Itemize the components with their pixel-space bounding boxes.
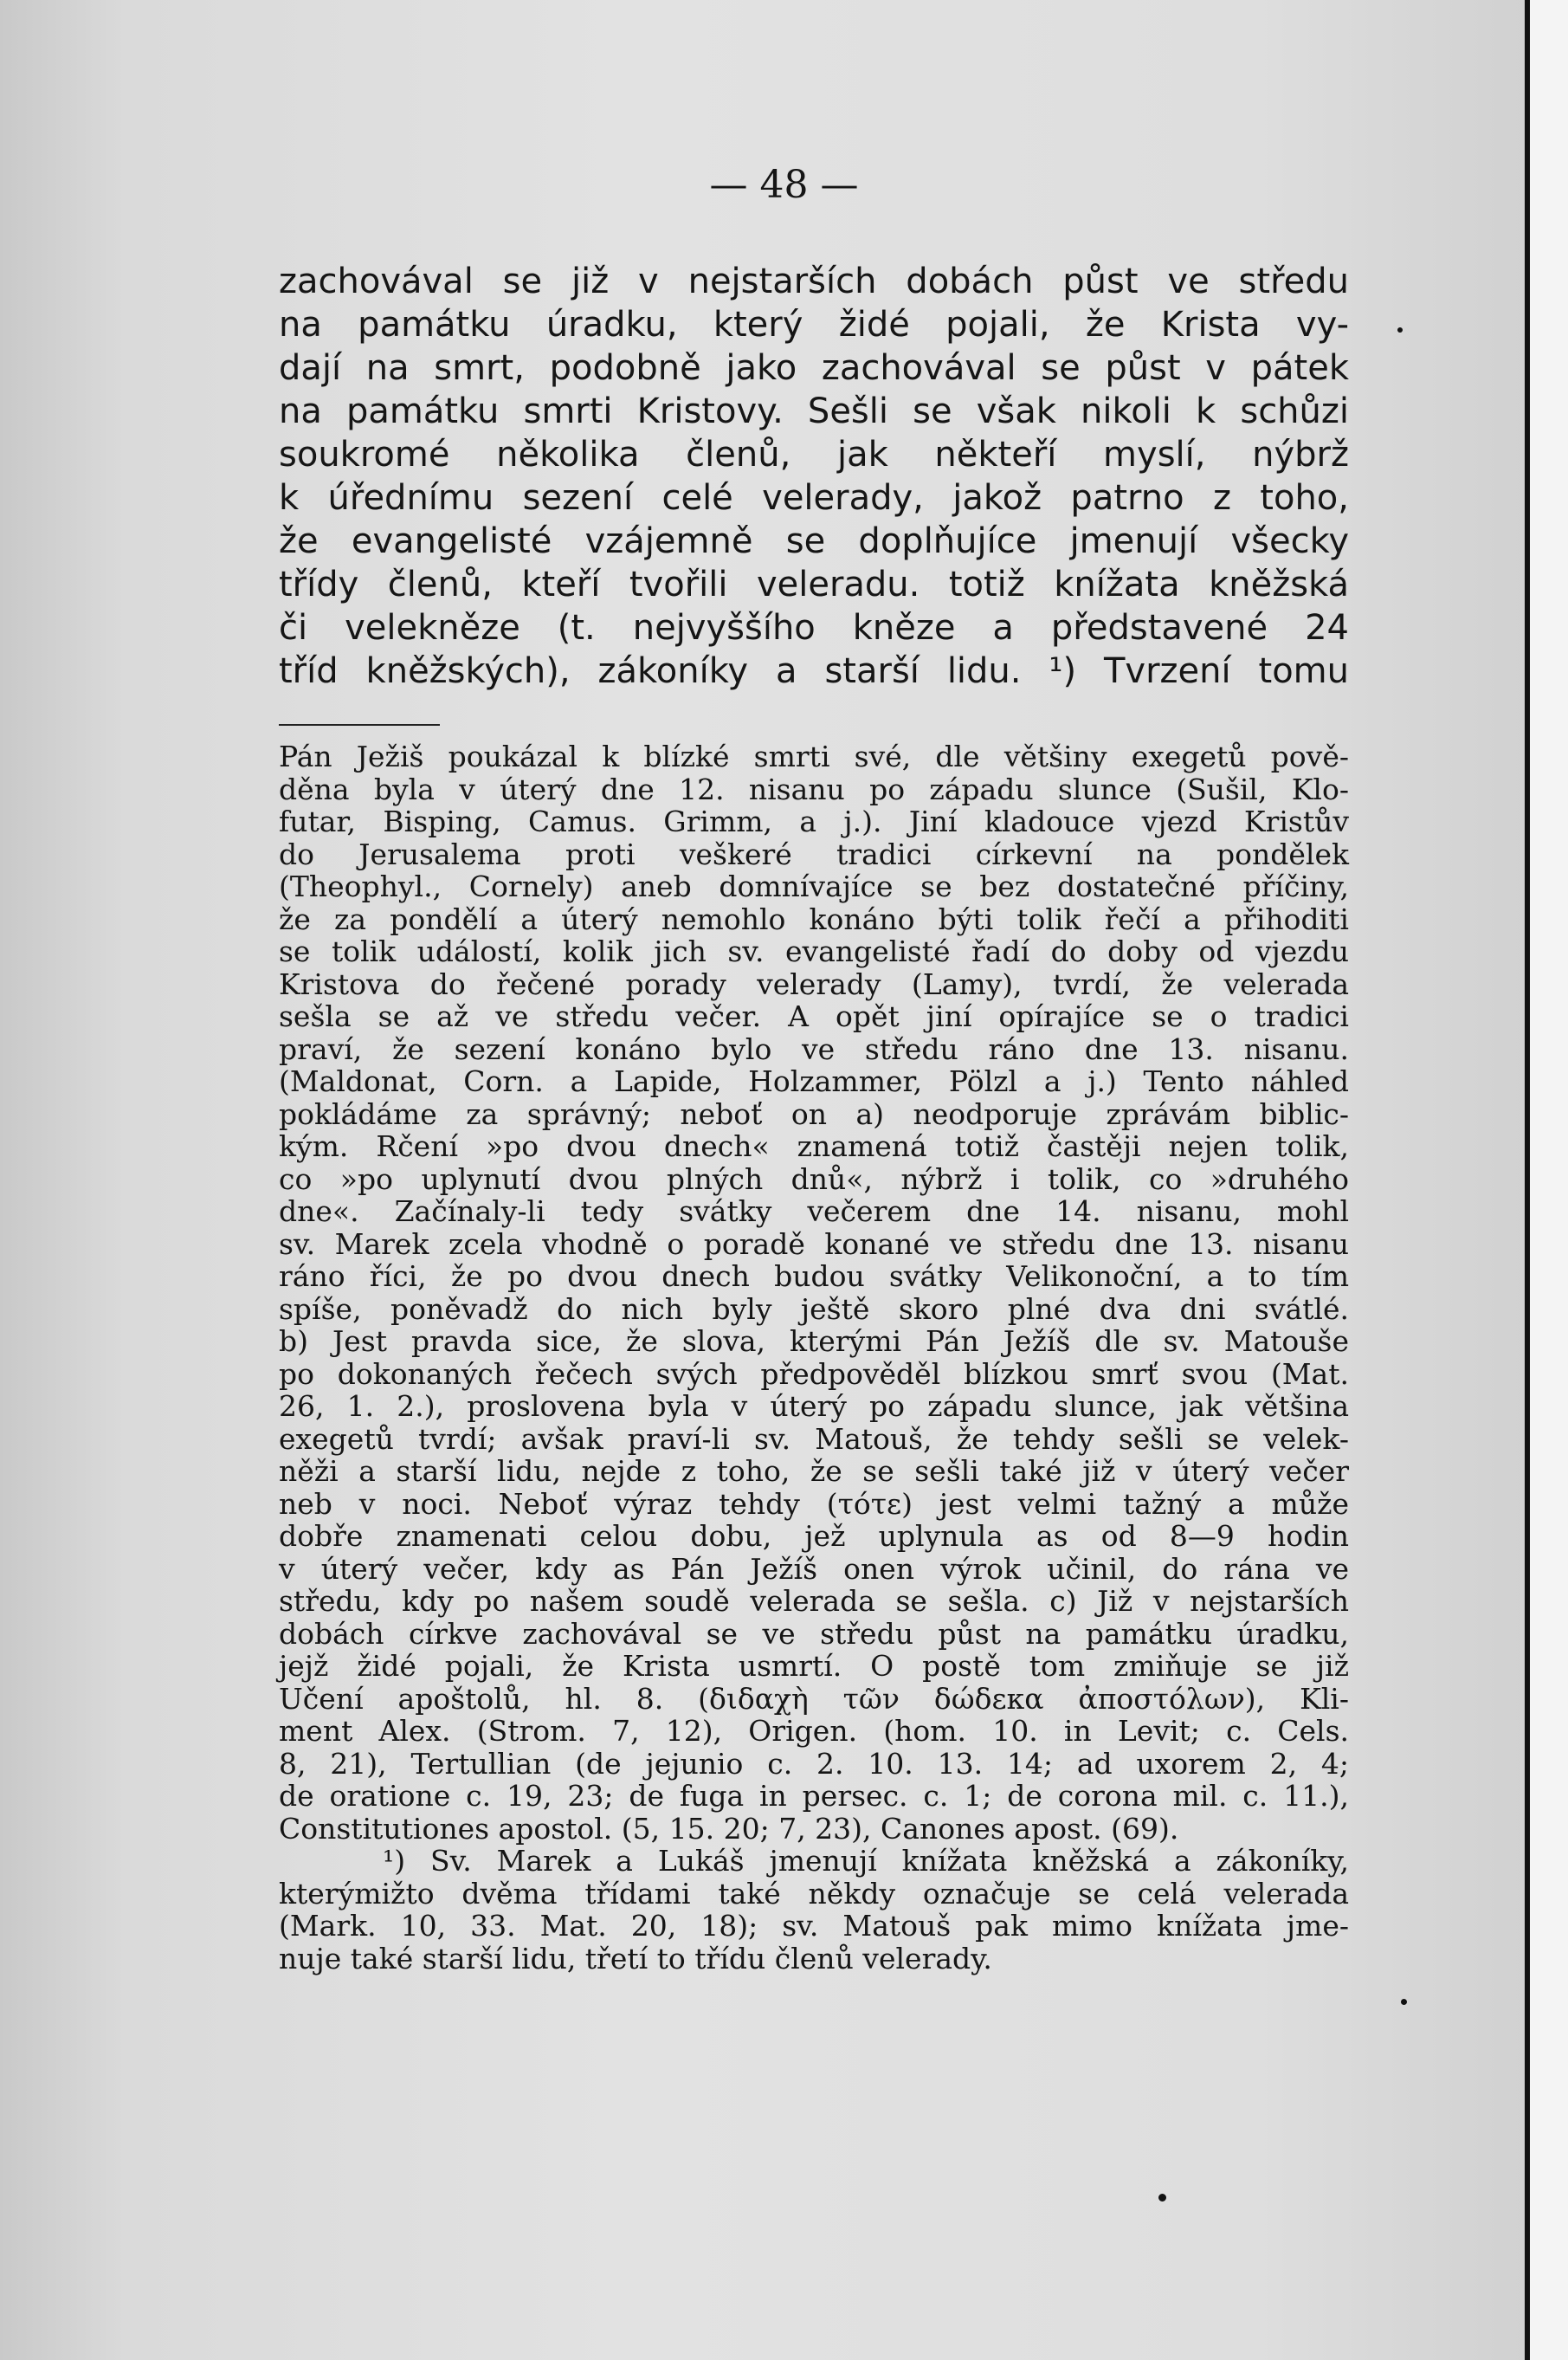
footnote-line: (Mark. 10, 33. Mat. 20, 18); sv. Matouš pak mimo knížata jme- bbox=[279, 1909, 1349, 1943]
footnote-line: ment Alex. (Strom. 7, 12), Origen. (hom. 10. in Levit; c. Cels. bbox=[279, 1714, 1349, 1748]
text-line: na památku smrti Kristovy. Sešli se však nikoli k schůzi bbox=[279, 391, 1349, 431]
text-line: zachovával se již v nejstarších dobách půst ve středu bbox=[279, 262, 1349, 301]
footnote-line: jejž židé pojali, že Krista usmrtí. O postě tom zmiňuje se již bbox=[279, 1649, 1349, 1683]
footnote-separator bbox=[279, 724, 440, 726]
footnote-line: ¹) Sv. Marek a Lukáš jmenují knížata kněžská a zákoníky, bbox=[383, 1844, 1349, 1878]
ink-speck bbox=[1401, 1999, 1407, 2005]
footnote-line: děna byla v úterý dne 12. nisanu po západu slunce (Sušil, Klo- bbox=[279, 772, 1349, 806]
text-line: třídy členů, kteří tvořili veleradu. totiž knížata kněžská bbox=[279, 565, 1349, 605]
footnote-line: nuje také starší lidu, třetí to třídu členů velerady. bbox=[279, 1941, 992, 1975]
footnote-line: středu, kdy po našem soudě velerada se sešla. c) Již v nejstarších bbox=[279, 1584, 1349, 1618]
footnote-line: Pán Ježiš poukázal k blízké smrti své, dle většiny exegetů pově- bbox=[279, 740, 1349, 773]
footnote-line: futar, Bisping, Camus. Grimm, a j.). Jiní kladouce vjezd Kristův bbox=[279, 805, 1349, 838]
footnote-line: něži a starší lidu, nejde z toho, že se sešli také již v úterý večer bbox=[279, 1454, 1349, 1488]
footnote-line: spíše, poněvadž do nich byly ještě skoro plné dva dni svátlé. bbox=[279, 1291, 1349, 1326]
footnotes bbox=[279, 740, 1349, 1975]
ink-speck bbox=[1158, 2194, 1166, 2202]
footnote-line: co »po uplynutí dvou plných dnů«, nýbrž i tolik, co »druhého bbox=[279, 1161, 1349, 1196]
footnote-line: exegetů tvrdí; avšak praví-li sv. Matouš, že tehdy sešli se velek- bbox=[279, 1421, 1349, 1456]
footnote-line: do Jerusalema proti veškeré tradici církevní na pondělek bbox=[279, 837, 1349, 871]
footnote-line: ráno říci, že po dvou dnech budou svátky Velikonoční, a to tím bbox=[279, 1259, 1349, 1293]
text-line: tříd kněžských), zákoníky a starší lidu. ¹) Tvrzení tomu bbox=[279, 651, 1349, 691]
footnote-line: b) Jest pravda sice, že slova, kterými Pán Ježíš dle sv. Matouše bbox=[279, 1324, 1349, 1358]
footnote-line: Učení apoštolů, hl. 8. (διδαχὴ τῶν δώδεκα ἀποστόλων), Kli- bbox=[279, 1681, 1349, 1716]
text-line: k úřednímu sezení celé velerady, jakož patrno z toho, bbox=[279, 478, 1349, 518]
text-line: soukromé několika členů, jak někteří myslí, nýbrž bbox=[279, 435, 1349, 475]
footnote-line: v úterý večer, kdy as Pán Ježíš onen výrok učinil, do rána ve bbox=[279, 1551, 1349, 1586]
footnote-line: se tolik událostí, kolik jich sv. evangelisté řadí do doby od vjezdu bbox=[279, 934, 1349, 968]
footnote-line: neb v noci. Neboť výraz tehdy (τότε) jest velmi tažný a může bbox=[279, 1486, 1349, 1521]
footnote-line: praví, že sezení konáno bylo ve středu ráno dne 13. nisanu. bbox=[279, 1031, 1349, 1066]
footnote-line: de oratione c. 19, 23; de fuga in persec. c. 1; de corona mil. c. 11.), bbox=[279, 1779, 1349, 1813]
text-line: že evangelisté vzájemně se doplňujíce jmenují všecky bbox=[279, 521, 1349, 561]
footnote-line: po dokonaných řečech svých předpověděl blízkou smrť svou (Mat. bbox=[279, 1356, 1349, 1391]
page-edge-border bbox=[1525, 0, 1568, 2360]
footnote-line: dobách církve zachovával se ve středu půst na památku úradku, bbox=[279, 1616, 1349, 1651]
text-line: dají na smrt, podobně jako zachovával se půst v pátek bbox=[279, 348, 1349, 388]
footnote-line: že za pondělí a úterý nemohlo konáno býti tolik řečí a přihoditi bbox=[279, 902, 1349, 936]
ink-speck bbox=[1397, 327, 1403, 333]
footnote-line: (Maldonat, Corn. a Lapide, Holzammer, Pölzl a j.) Tento náhled bbox=[279, 1064, 1349, 1098]
page-number: — 48 — bbox=[709, 163, 859, 207]
footnote-line: Constitutiones apostol. (5, 15. 20; 7, 23), Canones apost. (69). bbox=[279, 1811, 1179, 1846]
footnote-line: (Theophyl., Cornely) aneb domnívajíce se bez dostatečné příčiny, bbox=[279, 870, 1349, 903]
footnote-line: kterýmižto dvěma třídami také někdy označuje se celá velerada bbox=[279, 1876, 1349, 1911]
footnote-line: pokládáme za správný; neboť on a) neodporuje zprávám biblic- bbox=[279, 1096, 1349, 1131]
text-line: či velekněze (t. nejvyššího kněze a představené 24 bbox=[279, 608, 1349, 648]
text-line: na památku úradku, který židé pojali, že Krista vy- bbox=[279, 305, 1349, 345]
footnote-line: Kristova do řečené porady velerady (Lamy), tvrdí, že velerada bbox=[279, 967, 1349, 1001]
footnote-line: kým. Rčení »po dvou dnech« znamená totiž častěji nejen tolik, bbox=[279, 1129, 1349, 1163]
footnote-line: dne«. Začínaly-li tedy svátky večerem dne 14. nisanu, mohl bbox=[279, 1194, 1349, 1228]
footnote-line: dobře znamenati celou dobu, jež uplynula as od 8—9 hodin bbox=[279, 1519, 1349, 1553]
footnote-line: sešla se až ve středu večer. A opět jiní opírajíce se o tradici bbox=[279, 999, 1349, 1033]
main-text bbox=[279, 260, 1349, 693]
footnote-line: 26, 1. 2.), proslovena byla v úterý po západu slunce, jak většina bbox=[279, 1389, 1349, 1423]
footnote-line: sv. Marek zcela vhodně o poradě konané ve středu dne 13. nisanu bbox=[279, 1226, 1349, 1261]
footnote-line: 8, 21), Tertullian (de jejunio c. 2. 10. 13. 14; ad uxorem 2, 4; bbox=[279, 1746, 1349, 1781]
